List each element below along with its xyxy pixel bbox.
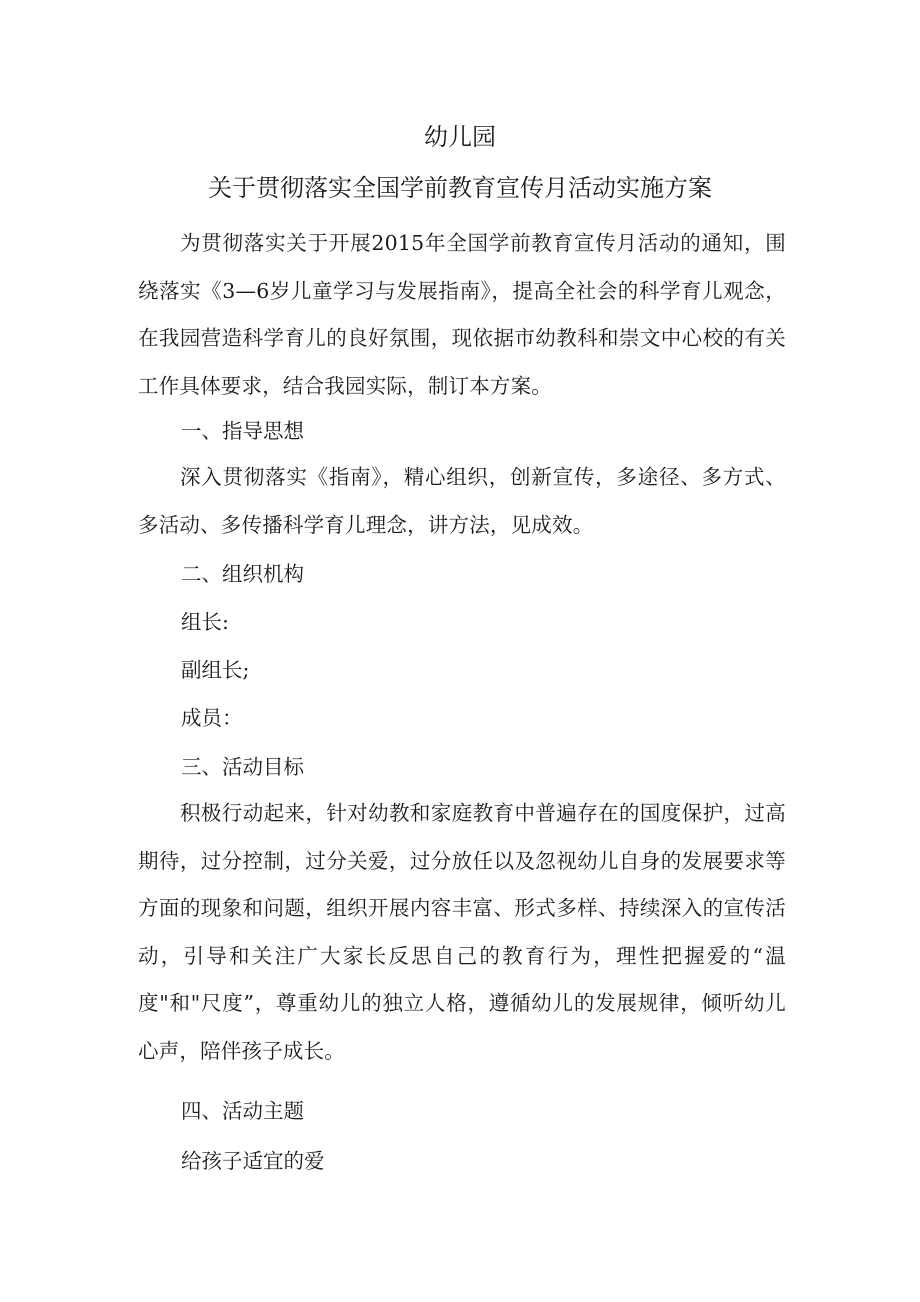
section-2-heading: 二、组织机构 [181,562,304,586]
section-3-heading: 三、活动目标 [181,755,304,779]
document-title: 幼儿园 [424,123,496,151]
deputy-leader-line: 副组长; [181,658,250,682]
document-subtitle: 关于贯彻落实全国学前教育宣传月活动实施方案 [208,174,712,202]
group-leader-line: 组长: [181,610,229,634]
section-1-body: 深入贯彻落实《指南》，精心组织，创新宣传，多途径、多方式、多活动、多传播科学育儿理念，讲方法，见成效。 [138,465,786,537]
section-3-body: 积极行动起来，针对幼教和家庭教育中普遍存在的国度保护，过高期待，过分控制，过分关爱，过分放任以及忽视幼儿自身的发展要求等方面的现象和问题，组织开展内容丰富、形式多样、持续深入的宣传活动，引导和关注广大家长反思自己的教育行为，理性把握爱的“温度"和"尺度”，尊重幼儿的独立人格，遵循幼儿的发展规律，倾听幼儿心声，陪伴孩子成长。 [138,801,786,1063]
section-1-heading: 一、指导思想 [181,419,304,443]
intro-paragraph: 为贯彻落实关于开展2015年全国学前教育宣传月活动的通知，围绕落实《3—6岁儿童学习与发展指南》，提高全社会的科学育儿观念，在我园营造科学育儿的良好氛围，现依据市幼教科和崇文中心校的有关工作具体要求，结合我园实际，制订本方案。 [138,231,786,398]
members-line: 成员： [181,706,243,730]
activity-theme: 给孩子适宜的爱 [181,1149,325,1173]
section-4-heading: 四、活动主题 [181,1099,304,1123]
